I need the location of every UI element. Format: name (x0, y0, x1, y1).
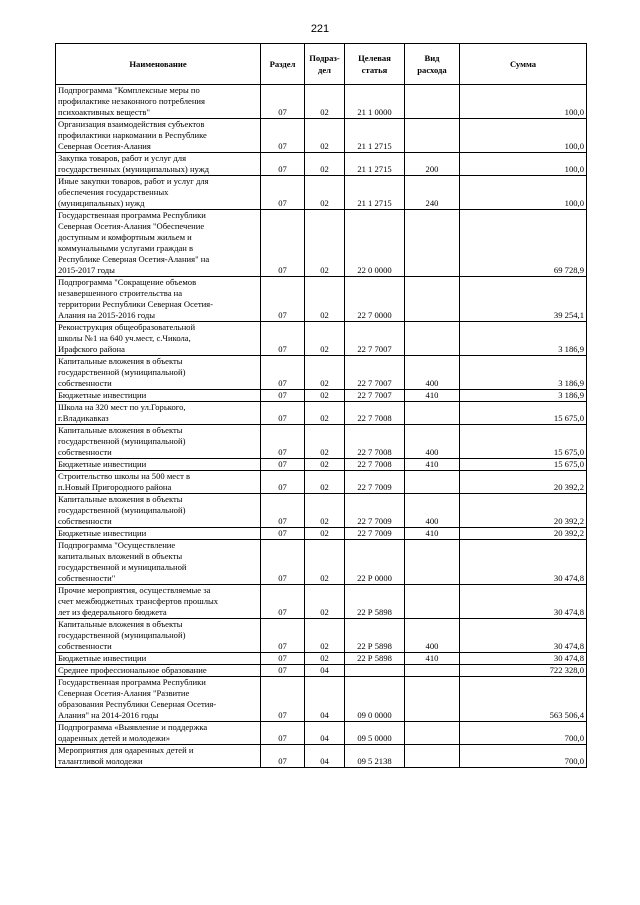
cell-name: Государственная программа Республики Северная Осетия-Алания "Обеспечение доступным и комфортным жильем и коммунальными услугами граждан в Республике Северная Осетия-Алания" на 2015-2017 годы (56, 210, 261, 277)
cell-subsection: 02 (305, 119, 345, 153)
cell-sum: 100,0 (460, 119, 587, 153)
cell-sum: 100,0 (460, 85, 587, 119)
cell-sum: 15 675,0 (460, 425, 587, 459)
cell-target: 22 7 7009 (345, 528, 405, 540)
cell-subsection: 02 (305, 153, 345, 176)
cell-sum: 3 186,9 (460, 356, 587, 390)
cell-expense-type (405, 402, 460, 425)
cell-name: Подпрограмма "Осуществление капитальных вложений в объекты государственной и муниципальной собственности" (56, 540, 261, 585)
cell-subsection: 02 (305, 176, 345, 210)
cell-expense-type: 410 (405, 390, 460, 402)
cell-sum: 15 675,0 (460, 402, 587, 425)
cell-expense-type (405, 85, 460, 119)
cell-target: 21 1 0000 (345, 85, 405, 119)
cell-target: 22 7 7007 (345, 322, 405, 356)
cell-section: 07 (261, 425, 305, 459)
cell-expense-type: 400 (405, 619, 460, 653)
cell-name: Государственная программа Республики Северная Осетия-Алания "Развитие образования Республики Северная Осетия- Алания" на 2014-2016 годы (56, 677, 261, 722)
header-name: Наименование (56, 44, 261, 85)
cell-subsection: 02 (305, 210, 345, 277)
table-header-row (56, 44, 587, 85)
cell-name: Бюджетные инвестиции (56, 390, 261, 402)
cell-section: 07 (261, 210, 305, 277)
cell-expense-type: 240 (405, 176, 460, 210)
cell-section: 07 (261, 653, 305, 665)
cell-section: 07 (261, 677, 305, 722)
cell-target: 22 0 0000 (345, 210, 405, 277)
cell-subsection: 02 (305, 494, 345, 528)
cell-subsection: 02 (305, 471, 345, 494)
header-target: Целевая статья (345, 44, 405, 85)
cell-section: 07 (261, 528, 305, 540)
cell-target: 09 5 2138 (345, 745, 405, 768)
cell-name: Организация взаимодействия субъектов профилактики наркомании в Республике Северная Осетия-Алания (56, 119, 261, 153)
table-row (56, 210, 587, 277)
cell-sum: 30 474,8 (460, 585, 587, 619)
cell-target: 21 1 2715 (345, 119, 405, 153)
cell-sum: 3 186,9 (460, 322, 587, 356)
cell-name: Капитальные вложения в объекты государственной (муниципальной) собственности (56, 356, 261, 390)
cell-section: 07 (261, 277, 305, 322)
cell-name: Капитальные вложения в объекты государственной (муниципальной) собственности (56, 494, 261, 528)
cell-sum: 30 474,8 (460, 619, 587, 653)
cell-sum: 700,0 (460, 745, 587, 768)
cell-target: 22 Р 0000 (345, 540, 405, 585)
cell-sum: 100,0 (460, 176, 587, 210)
cell-name: Бюджетные инвестиции (56, 653, 261, 665)
cell-section: 07 (261, 665, 305, 677)
table-row (56, 665, 587, 677)
cell-subsection: 02 (305, 619, 345, 653)
cell-expense-type (405, 665, 460, 677)
cell-subsection: 02 (305, 322, 345, 356)
cell-sum: 563 506,4 (460, 677, 587, 722)
cell-sum: 69 728,9 (460, 210, 587, 277)
cell-section: 07 (261, 471, 305, 494)
cell-sum: 15 675,0 (460, 459, 587, 471)
cell-section: 07 (261, 745, 305, 768)
cell-subsection: 04 (305, 665, 345, 677)
cell-subsection: 02 (305, 356, 345, 390)
cell-expense-type (405, 471, 460, 494)
cell-target: 22 7 0000 (345, 277, 405, 322)
cell-expense-type: 410 (405, 528, 460, 540)
cell-expense-type: 400 (405, 425, 460, 459)
cell-target: 22 Р 5898 (345, 619, 405, 653)
cell-target: 22 7 7007 (345, 356, 405, 390)
cell-section: 07 (261, 153, 305, 176)
table-row (56, 585, 587, 619)
cell-subsection: 02 (305, 540, 345, 585)
cell-name: Прочие мероприятия, осуществляемые за счет межбюджетных трансфертов прошлых лет из федерального бюджета (56, 585, 261, 619)
cell-expense-type: 410 (405, 459, 460, 471)
cell-expense-type (405, 210, 460, 277)
cell-subsection: 04 (305, 722, 345, 745)
table-row (56, 277, 587, 322)
cell-sum: 30 474,8 (460, 540, 587, 585)
table-row (56, 119, 587, 153)
cell-sum: 20 392,2 (460, 528, 587, 540)
cell-expense-type (405, 745, 460, 768)
cell-sum: 20 392,2 (460, 494, 587, 528)
table-row (56, 653, 587, 665)
table-row (56, 471, 587, 494)
cell-name: Капитальные вложения в объекты государственной (муниципальной) собственности (56, 619, 261, 653)
table-row (56, 722, 587, 745)
cell-target: 09 0 0000 (345, 677, 405, 722)
cell-target: 22 7 7009 (345, 471, 405, 494)
cell-subsection: 02 (305, 585, 345, 619)
cell-subsection: 02 (305, 390, 345, 402)
cell-target: 21 1 2715 (345, 153, 405, 176)
cell-name: Подпрограмма «Выявление и поддержка одаренных детей и молодежи» (56, 722, 261, 745)
cell-name: Подпрограмма "Сокращение объемов незавершенного строительства на территории Республики Северная Осетия- Алания на 2015-2016 годы (56, 277, 261, 322)
cell-section: 07 (261, 540, 305, 585)
cell-subsection: 02 (305, 425, 345, 459)
cell-section: 07 (261, 390, 305, 402)
table-row (56, 356, 587, 390)
cell-name: Закупка товаров, работ и услуг для государственных (муниципальных) нужд (56, 153, 261, 176)
cell-subsection: 02 (305, 653, 345, 665)
table-row (56, 528, 587, 540)
cell-subsection: 02 (305, 402, 345, 425)
cell-name: Среднее профессиональное образование (56, 665, 261, 677)
table-row (56, 745, 587, 768)
cell-name: Капитальные вложения в объекты государственной (муниципальной) собственности (56, 425, 261, 459)
cell-sum: 30 474,8 (460, 653, 587, 665)
table-row (56, 153, 587, 176)
cell-target (345, 665, 405, 677)
cell-target: 22 7 7008 (345, 425, 405, 459)
cell-subsection: 02 (305, 85, 345, 119)
cell-name: Бюджетные инвестиции (56, 528, 261, 540)
cell-expense-type: 410 (405, 653, 460, 665)
cell-target: 22 Р 5898 (345, 653, 405, 665)
table-row (56, 176, 587, 210)
cell-name: Подпрограмма "Комплексные меры по профилактике незаконного потребления психоактивных веществ" (56, 85, 261, 119)
cell-sum: 722 328,0 (460, 665, 587, 677)
cell-expense-type (405, 677, 460, 722)
cell-section: 07 (261, 322, 305, 356)
cell-subsection: 02 (305, 528, 345, 540)
table-row (56, 619, 587, 653)
cell-section: 07 (261, 494, 305, 528)
page-number: 221 (310, 23, 330, 35)
cell-subsection: 04 (305, 677, 345, 722)
cell-section: 07 (261, 176, 305, 210)
cell-target: 22 7 7007 (345, 390, 405, 402)
cell-sum: 700,0 (460, 722, 587, 745)
cell-section: 07 (261, 619, 305, 653)
cell-target: 21 1 2715 (345, 176, 405, 210)
cell-target: 09 5 0000 (345, 722, 405, 745)
cell-subsection: 02 (305, 277, 345, 322)
table-row (56, 85, 587, 119)
cell-expense-type: 200 (405, 153, 460, 176)
cell-section: 07 (261, 585, 305, 619)
cell-section: 07 (261, 356, 305, 390)
cell-subsection: 04 (305, 745, 345, 768)
cell-expense-type: 400 (405, 494, 460, 528)
table-row (56, 322, 587, 356)
cell-sum: 20 392,2 (460, 471, 587, 494)
cell-expense-type (405, 119, 460, 153)
cell-target: 22 7 7008 (345, 402, 405, 425)
cell-section: 07 (261, 119, 305, 153)
table-row (56, 540, 587, 585)
cell-section: 07 (261, 459, 305, 471)
cell-name: Бюджетные инвестиции (56, 459, 261, 471)
table-row (56, 425, 587, 459)
cell-expense-type (405, 277, 460, 322)
cell-sum: 39 254,1 (460, 277, 587, 322)
table-row (56, 402, 587, 425)
cell-expense-type: 400 (405, 356, 460, 390)
cell-sum: 100,0 (460, 153, 587, 176)
cell-target: 22 Р 5898 (345, 585, 405, 619)
cell-name: Школа на 320 мест по ул.Горького, г.Владикавказ (56, 402, 261, 425)
header-section: Раздел (261, 44, 305, 85)
header-expense-type: Вид расхода (405, 44, 460, 85)
cell-expense-type (405, 540, 460, 585)
cell-section: 07 (261, 722, 305, 745)
table-row (56, 459, 587, 471)
cell-name: Мероприятия для одаренных детей и талантливой молодежи (56, 745, 261, 768)
cell-name: Реконструкция общеобразовательной школы №1 на 640 уч.мест, с.Чикола, Ирафского района (56, 322, 261, 356)
cell-target: 22 7 7009 (345, 494, 405, 528)
cell-target: 22 7 7008 (345, 459, 405, 471)
cell-expense-type (405, 585, 460, 619)
header-sum: Сумма (460, 44, 587, 85)
cell-section: 07 (261, 85, 305, 119)
table-row (56, 390, 587, 402)
cell-expense-type (405, 722, 460, 745)
budget-table (55, 43, 587, 768)
cell-sum: 3 186,9 (460, 390, 587, 402)
cell-section: 07 (261, 402, 305, 425)
table-row (56, 494, 587, 528)
header-subsection: Подраз- дел (305, 44, 345, 85)
cell-name: Иные закупки товаров, работ и услуг для обеспечения государственных (муниципальных) нужд (56, 176, 261, 210)
cell-expense-type (405, 322, 460, 356)
cell-subsection: 02 (305, 459, 345, 471)
cell-name: Строительство школы на 500 мест в п.Новый Пригородного района (56, 471, 261, 494)
table-row (56, 677, 587, 722)
